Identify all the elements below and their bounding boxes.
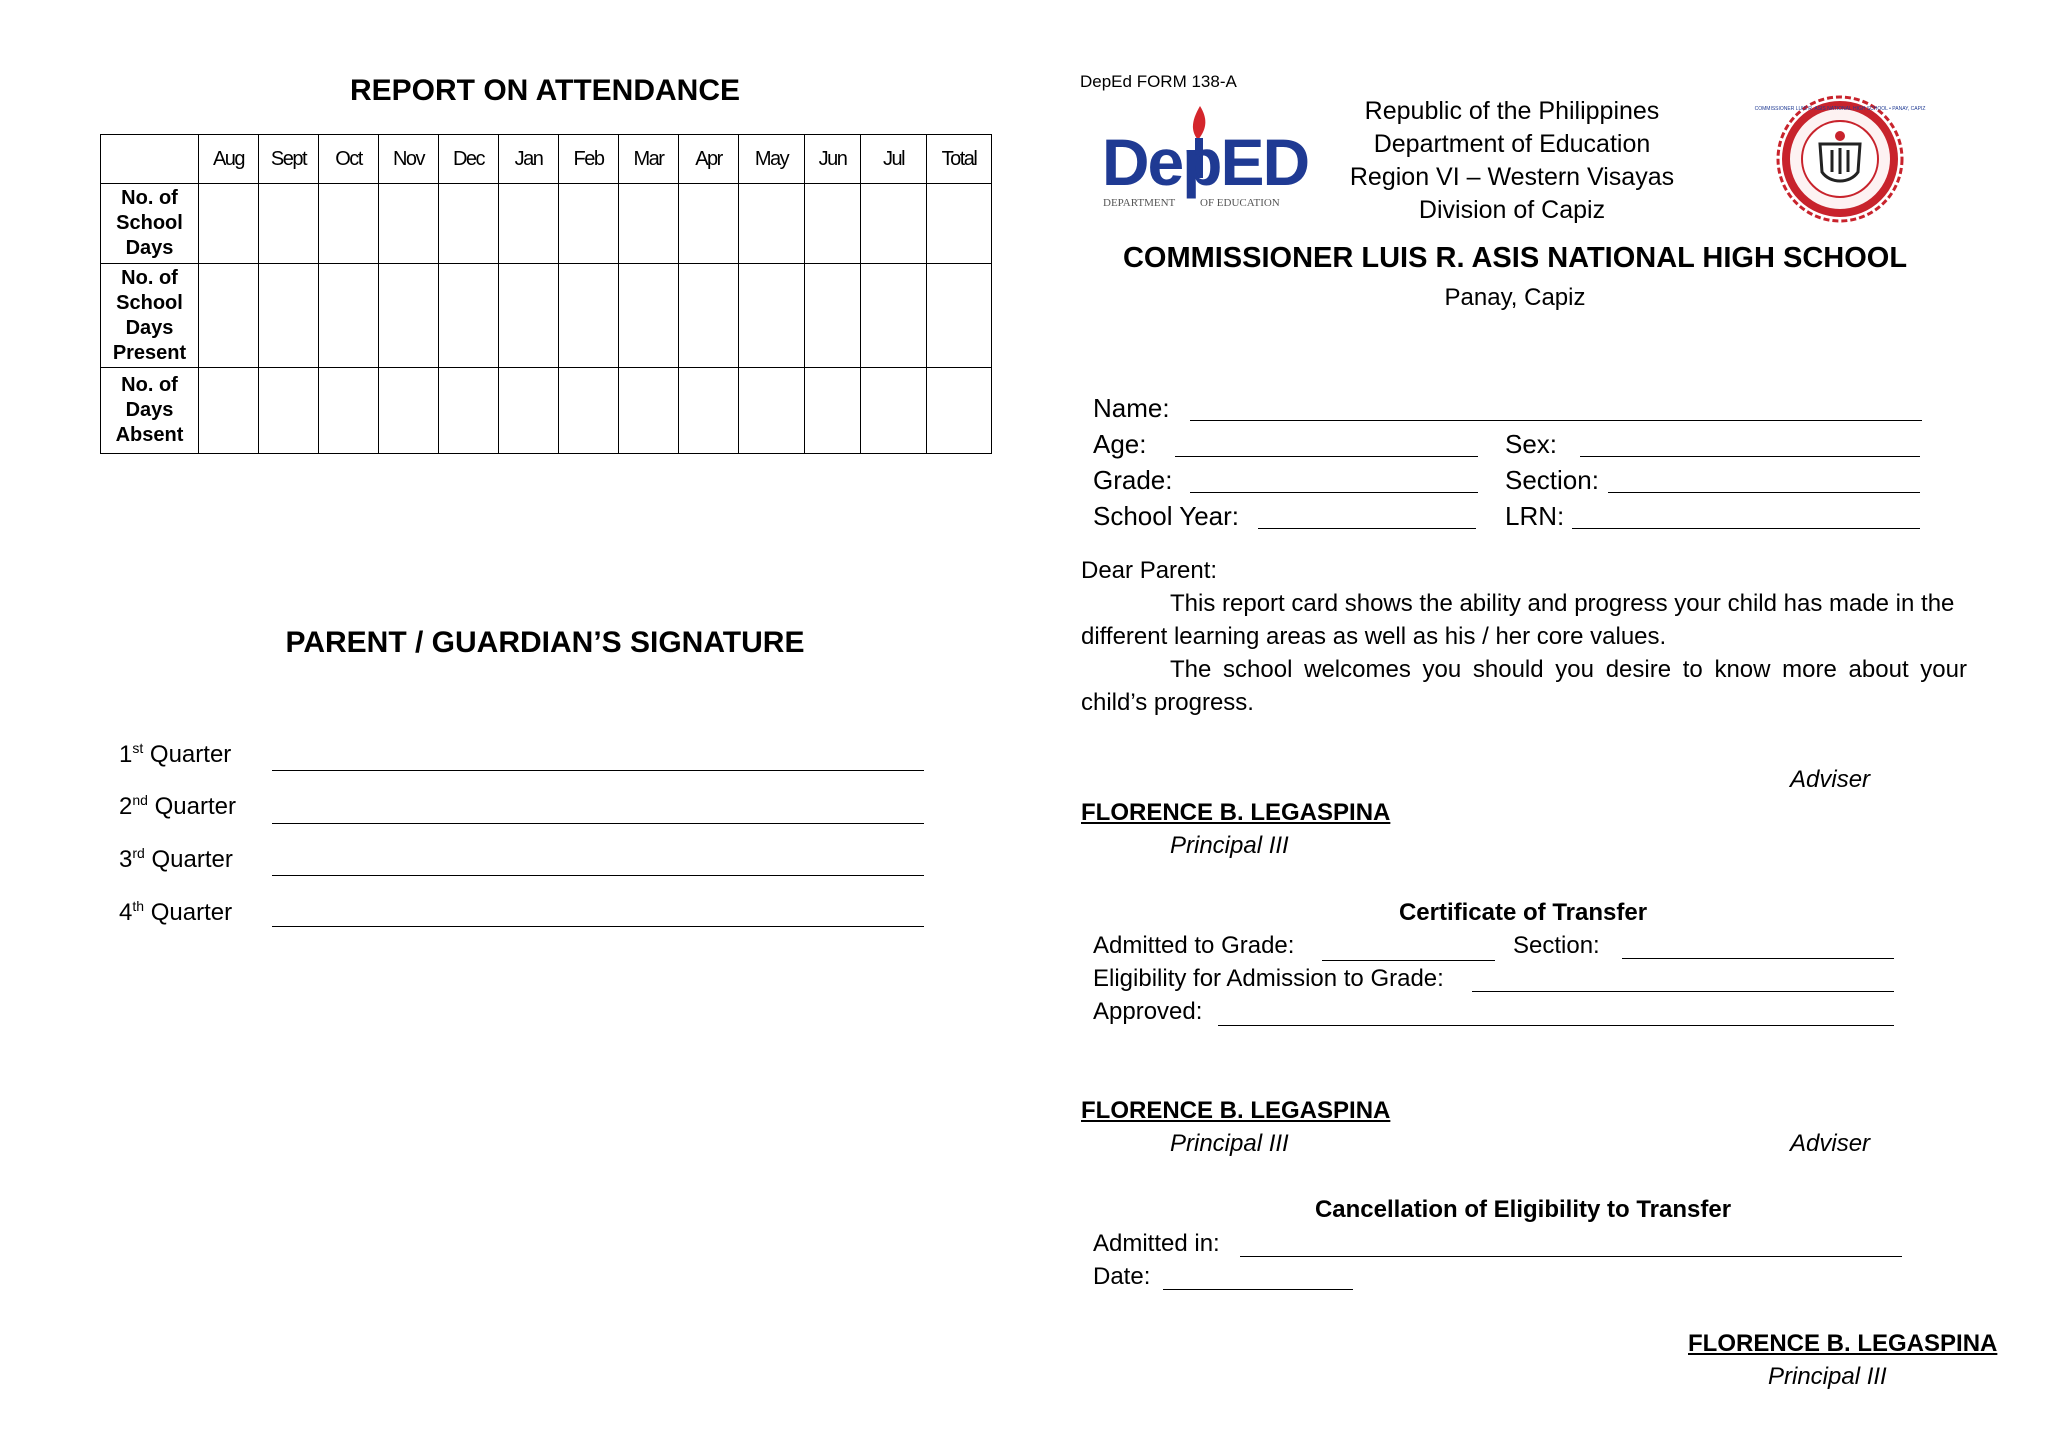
row-label-line: No. of [121,374,178,396]
adviser-label-1: Adviser [1790,766,1871,793]
table-cell[interactable] [259,264,319,368]
principal-name-1: FLORENCE B. LEGASPINA [1081,799,1391,826]
table-cell[interactable] [439,184,499,264]
table-cell[interactable] [439,264,499,368]
quarter-suffix: nd [132,792,148,808]
col-header: Jan [499,135,559,184]
letter-p2-line1: The school welcomes you should you desire to know more about your [1170,656,1967,683]
col-header: Jul [861,135,927,184]
col-header: Total [927,135,992,184]
table-cell[interactable] [499,264,559,368]
corner-cell [101,135,199,184]
letter-p2-line2: child’s progress. [1081,689,1254,716]
row-label-line: Days [125,399,174,421]
quarter-num: 1 [119,741,133,768]
table-cell[interactable] [259,368,319,454]
school-name: COMMISSIONER LUIS R. ASIS NATIONAL HIGH SCHOOL [1122,242,1908,274]
table-cell[interactable] [379,184,439,264]
quarter-2-label [119,792,236,821]
salutation: Dear Parent: [1081,557,1218,584]
deped-logo-text: DepED [1101,125,1309,199]
approved-label: Approved: [1093,998,1203,1025]
admitted-to-grade-label: Admitted to Grade: [1093,932,1295,959]
table-cell[interactable] [739,368,805,454]
quarter-text: Quarter [143,741,232,768]
eligibility-label: Eligibility for Admission to Grade: [1093,965,1444,992]
seal-text: COMMISSIONER LUIS R. ASIS NATIONAL HIGH SCHOOL • PANAY, CAPIZ [1754,106,1926,112]
table-cell[interactable] [499,368,559,454]
school-year-label: School Year: [1093,501,1240,531]
section-field[interactable] [1608,492,1920,493]
table-cell[interactable] [861,184,927,264]
cancellation-title: Cancellation of Eligibility to Transfer [1314,1196,1732,1223]
deped-logo [1100,100,1310,210]
cert-section-label: Section: [1513,932,1600,959]
quarter-1-label [119,740,231,769]
table-cell[interactable] [805,264,861,368]
letter-p1-line1: This report card shows the ability and progress your child has made in the [1170,590,1955,617]
table-cell[interactable] [679,184,739,264]
signature-title: PARENT / GUARDIAN’S SIGNATURE [285,626,805,659]
quarter-2-signature-line[interactable] [272,823,924,824]
table-cell[interactable] [739,264,805,368]
table-cell[interactable] [319,368,379,454]
school-seal [1754,92,1926,227]
quarter-1-signature-line[interactable] [272,770,924,771]
quarter-suffix: th [132,898,145,914]
col-header: Dec [439,135,499,184]
table-cell[interactable] [619,264,679,368]
quarter-4-label [119,898,232,927]
quarter-3-label [119,845,233,874]
deped-logo-icon [1100,100,1310,210]
row-label [101,184,199,264]
quarter-num: 4 [119,899,133,926]
row-label-line: Present [112,341,187,364]
table-cell[interactable] [739,184,805,264]
table-cell[interactable] [927,264,992,368]
quarter-num: 3 [119,846,133,873]
col-header: Nov [379,135,439,184]
admitted-in-field[interactable] [1240,1256,1902,1257]
header-line: Department of Education [1373,130,1651,158]
table-cell[interactable] [805,184,861,264]
header-block [1312,95,1712,227]
principal-name-2: FLORENCE B. LEGASPINA [1081,1097,1391,1124]
table-cell[interactable] [439,368,499,454]
attendance-table [100,134,992,454]
admitted-in-label: Admitted in: [1093,1230,1220,1257]
school-location: Panay, Capiz [1444,284,1586,311]
table-cell[interactable] [199,264,259,368]
table-cell[interactable] [927,184,992,264]
principal-title-2: Principal III [1170,1130,1289,1157]
row-label-line: School [116,291,183,314]
quarter-text: Quarter [147,793,236,820]
principal-title-1: Principal III [1170,832,1289,859]
table-cell[interactable] [559,368,619,454]
table-cell[interactable] [379,368,439,454]
col-header: May [739,135,805,184]
admitted-to-grade-field[interactable] [1322,960,1495,961]
col-header: Jun [805,135,861,184]
header-line: Republic of the Philippines [1364,97,1660,125]
table-cell[interactable] [861,368,927,454]
col-header: Sept [259,135,319,184]
table-cell[interactable] [379,264,439,368]
quarter-3-signature-line[interactable] [272,875,924,876]
school-year-field[interactable] [1258,528,1476,529]
row-label [101,368,199,454]
table-cell[interactable] [679,264,739,368]
table-row-days-present [101,264,992,368]
table-cell[interactable] [559,264,619,368]
date-label: Date: [1093,1263,1151,1290]
table-cell[interactable] [861,264,927,368]
sex-label: Sex: [1505,429,1558,459]
table-cell[interactable] [499,184,559,264]
table-cell[interactable] [927,368,992,454]
col-header: Mar [619,135,679,184]
sex-field[interactable] [1580,456,1920,457]
row-label [101,264,199,368]
table-cell[interactable] [319,184,379,264]
table-cell[interactable] [319,264,379,368]
quarter-suffix: rd [132,845,145,861]
row-label-line: Days [125,237,174,259]
col-header: Feb [559,135,619,184]
letter-p1-line2: different learning areas as well as his / her core values. [1081,623,1667,650]
table-cell[interactable] [199,184,259,264]
row-label-line: No. of [121,187,178,209]
age-label: Age: [1093,429,1147,459]
form-code: DepEd FORM 138-A [1080,72,1237,91]
lrn-label: LRN: [1505,501,1565,531]
col-header: Oct [319,135,379,184]
name-label: Name: [1093,393,1170,423]
col-header: Aug [199,135,259,184]
date-field[interactable] [1163,1289,1353,1290]
grade-field[interactable] [1190,492,1478,493]
quarter-text: Quarter [144,846,233,873]
lrn-field[interactable] [1572,528,1920,529]
principal-title-3: Principal III [1768,1363,1887,1390]
quarter-4-signature-line[interactable] [272,926,924,927]
row-label-line: Absent [115,424,184,446]
name-field[interactable] [1190,420,1922,421]
grade-label: Grade: [1093,465,1173,495]
header-line: Division of Capiz [1418,196,1606,224]
row-label-line: Days [125,316,174,339]
col-header: Apr [679,135,739,184]
quarter-text: Quarter [144,899,233,926]
table-cell[interactable] [619,184,679,264]
deped-logo-sub-left: DEPARTMENT [1103,197,1176,209]
table-cell[interactable] [679,368,739,454]
table-cell[interactable] [805,368,861,454]
eligibility-field[interactable] [1472,991,1894,992]
principal-name-3: FLORENCE B. LEGASPINA [1688,1330,1998,1357]
row-label-line: No. of [121,266,178,289]
attendance-header-row [101,135,992,184]
adviser-label-2: Adviser [1790,1130,1871,1157]
row-label-line: School [116,212,183,234]
certificate-title: Certificate of Transfer [1398,899,1648,926]
deped-logo-sub-right: OF EDUCATION [1200,197,1280,209]
attendance-title: REPORT ON ATTENDANCE [350,74,740,107]
quarter-num: 2 [119,793,133,820]
table-cell[interactable] [259,184,319,264]
section-label: Section: [1505,465,1599,495]
table-cell[interactable] [559,184,619,264]
cert-section-field[interactable] [1622,958,1894,959]
table-row-school-days [101,184,992,264]
quarter-suffix: st [132,740,144,756]
age-field[interactable] [1175,456,1478,457]
table-row-days-absent [101,368,992,454]
table-cell[interactable] [199,368,259,454]
table-cell[interactable] [619,368,679,454]
approved-field[interactable] [1218,1025,1894,1026]
school-seal-icon [1754,92,1926,227]
header-line: Region VI – Western Visayas [1349,163,1675,191]
